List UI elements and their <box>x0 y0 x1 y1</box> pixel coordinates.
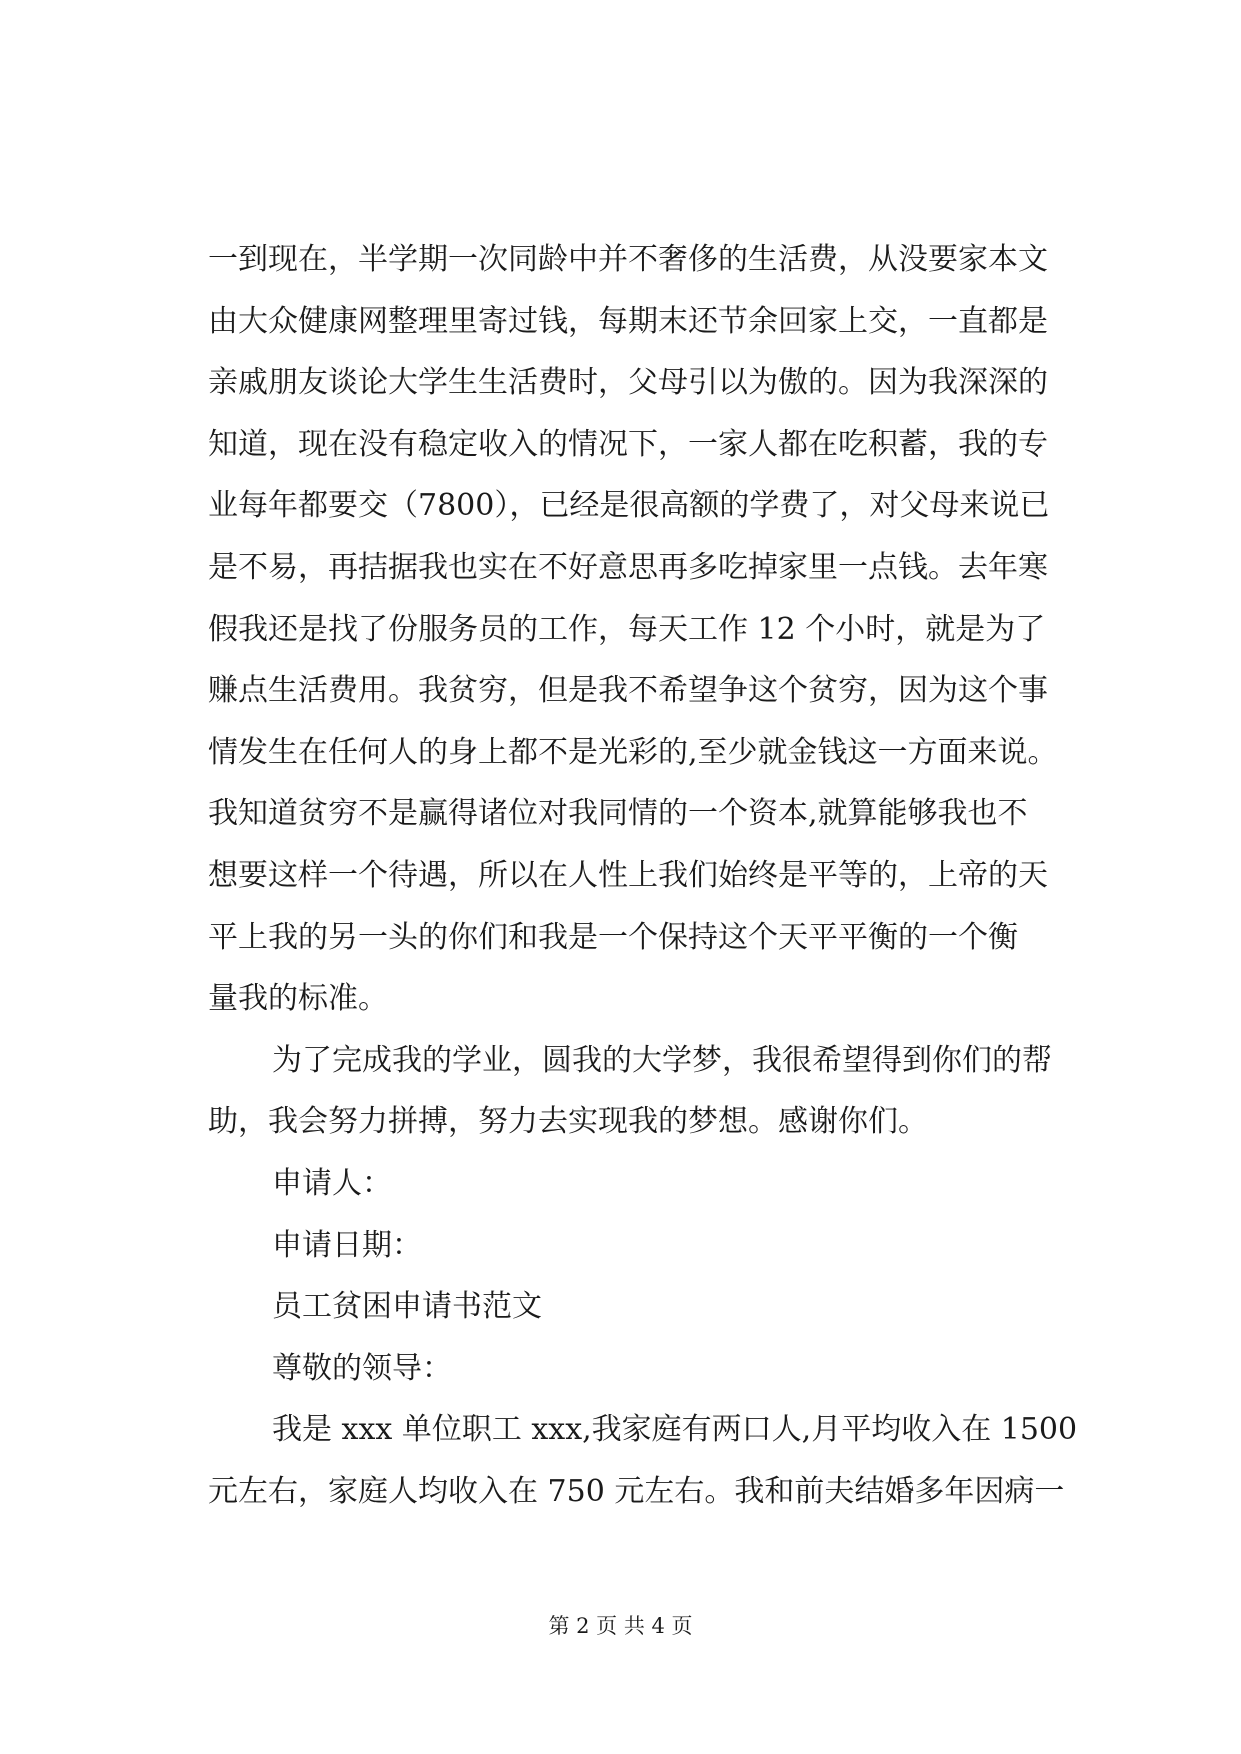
text-line: 量我的标准。 <box>208 981 388 1017</box>
text-line: 平上我的另一头的你们和我是一个保持这个天平平衡的一个衡 <box>208 919 1018 955</box>
document-body <box>208 229 1088 1522</box>
text-line: 助，我会努力拼搏，努力去实现我的梦想。感谢你们。 <box>208 1104 928 1140</box>
text-line: 赚点生活费用。我贫穷，但是我不希望争这个贫穷，因为这个事 <box>208 673 1048 709</box>
text-line: 是不易，再拮据我也实在不好意思再多吃掉家里一点钱。去年寒 <box>208 549 1048 585</box>
text-line: 我是 xxx 单位职工 xxx,我家庭有两口人,月平均收入在 1500 <box>272 1412 1078 1448</box>
text-line: 业每年都要交（7800），已经是很高额的学费了，对父母来说已 <box>208 488 1050 524</box>
text-line: 想要这样一个待遇，所以在人性上我们始终是平等的，上帝的天 <box>208 857 1048 893</box>
text-line: 尊敬的领导： <box>272 1350 452 1386</box>
page-footer: 第 2 页 共 4 页 <box>548 1614 693 1638</box>
text-line: 亲戚朋友谈论大学生生活费时，父母引以为傲的。因为我深深的 <box>208 365 1048 401</box>
text-line: 情发生在任何人的身上都不是光彩的,至少就金钱这一方面来说。 <box>208 734 1058 770</box>
text-line: 员工贫困申请书范文 <box>272 1289 542 1325</box>
text-line: 由大众健康网整理里寄过钱，每期末还节余回家上交，一直都是 <box>208 303 1048 339</box>
text-line: 我知道贫穷不是赢得诸位对我同情的一个资本,就算能够我也不 <box>208 796 1028 832</box>
text-line: 一到现在，半学期一次同龄中并不奢侈的生活费，从没要家本文 <box>208 242 1048 277</box>
text-line: 元左右，家庭人均收入在 750 元左右。我和前夫结婚多年因病一 <box>208 1473 1065 1509</box>
text-line: 申请日期： <box>272 1227 422 1263</box>
text-line: 申请人： <box>272 1165 392 1201</box>
text-line: 为了完成我的学业，圆我的大学梦，我很希望得到你们的帮 <box>272 1042 1052 1078</box>
text-line: 假我还是找了份服务员的工作，每天工作 12 个小时，就是为了 <box>208 611 1046 647</box>
text-line: 知道，现在没有稳定收入的情况下，一家人都在吃积蓄，我的专 <box>208 426 1048 462</box>
